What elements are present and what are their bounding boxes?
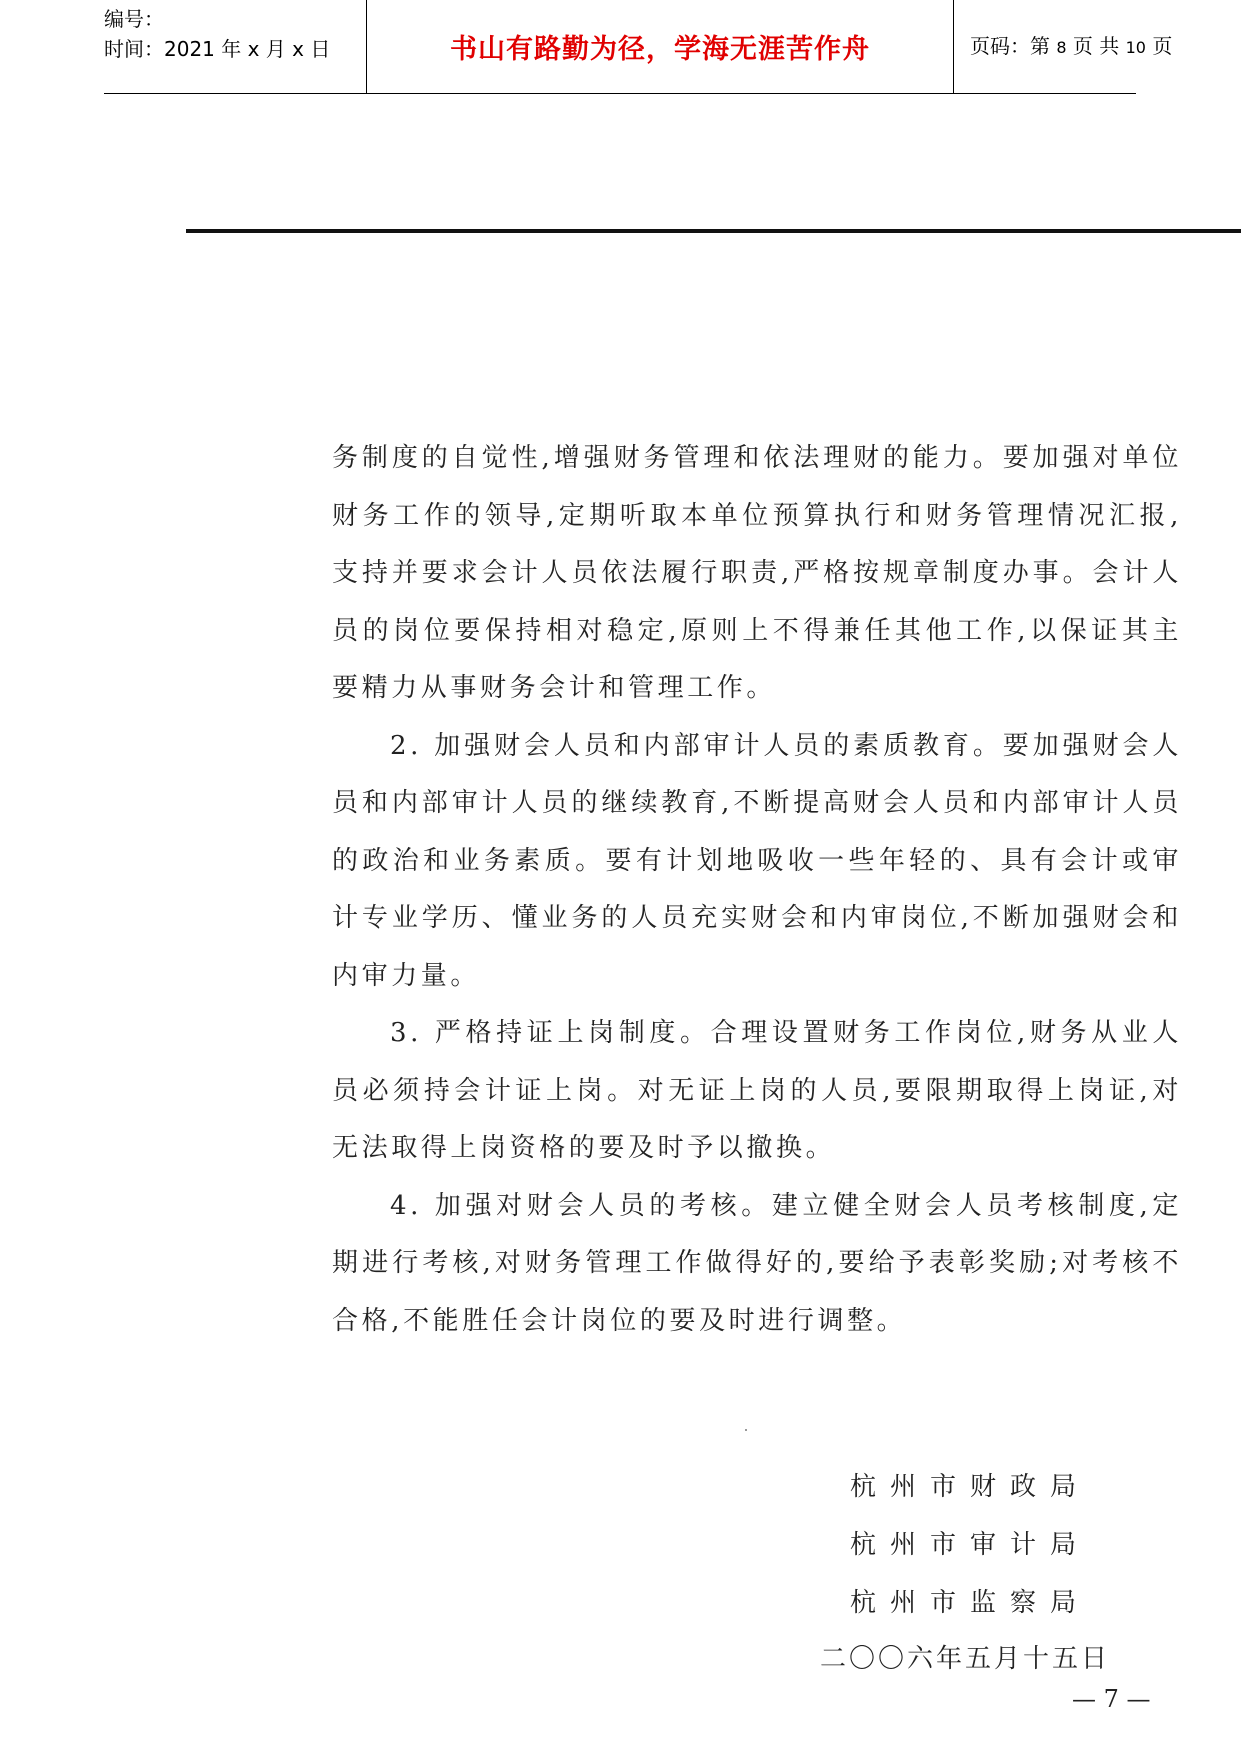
scan-artifact <box>745 1429 747 1431</box>
page-number: — 7 — <box>1072 1685 1151 1713</box>
header-page-info <box>970 30 1172 59</box>
header-divider <box>953 0 954 93</box>
document-time-label: 时间：2021 年 x 月 x 日 <box>104 37 331 61</box>
body-paragraph: 2. 加强财会人员和内部审计人员的素质教育。要加强财会人员和内部审计人员的继续教育,不断提高财会人员和内部审计人员的政治和业务素质。要有计划地吸收一些年轻的、具有会计或审计专业学历、懂业务的人员充实财会和内审岗位,不断加强财会和内审力量。 <box>332 730 1182 991</box>
page-header <box>104 0 1173 94</box>
header-motto: 书山有路勤为径，学海无涯苦作舟 <box>450 34 870 65</box>
signature-finance-bureau: 杭州市财政局 <box>850 1472 1091 1502</box>
signature-supervision-bureau: 杭州市监察局 <box>850 1588 1091 1618</box>
top-rule-line <box>186 229 1241 233</box>
page-mid: 页 共 <box>1072 34 1120 58</box>
page-prefix: 页码：第 <box>970 34 1050 58</box>
page-suffix: 页 <box>1152 34 1173 58</box>
body-paragraph: 4. 加强对财会人员的考核。建立健全财会人员考核制度,定期进行考核,对财务管理工作做得好的,要给予表彰奖励;对考核不合格,不能胜任会计岗位的要及时进行调整。 <box>332 1190 1182 1336</box>
signature-audit-bureau: 杭州市审计局 <box>850 1530 1091 1560</box>
body-paragraph: 3. 严格持证上岗制度。合理设置财务工作岗位,财务从业人员必须持会计证上岗。对无证上岗的人员,要限期取得上岗证,对无法取得上岗资格的要及时予以撤换。 <box>332 1018 1182 1163</box>
header-meta <box>104 4 366 64</box>
issue-date: 二〇〇六年五月十五日 <box>820 1644 1111 1674</box>
page-total: 10 <box>1125 38 1146 57</box>
document-number-label: 编号： <box>104 7 164 31</box>
document-body <box>332 430 1182 1350</box>
body-paragraph: 务制度的自觉性,增强财务管理和依法理财的能力。要加强对单位财务工作的领导,定期听取本单位预算执行和财务管理情况汇报,支持并要求会计人员依法履行职责,严格按规章制度办事。会计人员的岗位要保持相对稳定,原则上不得兼任其他工作,以保证其主要精力从事财务会计和管理工作。 <box>332 443 1182 703</box>
page-current: 8 <box>1056 38 1067 57</box>
